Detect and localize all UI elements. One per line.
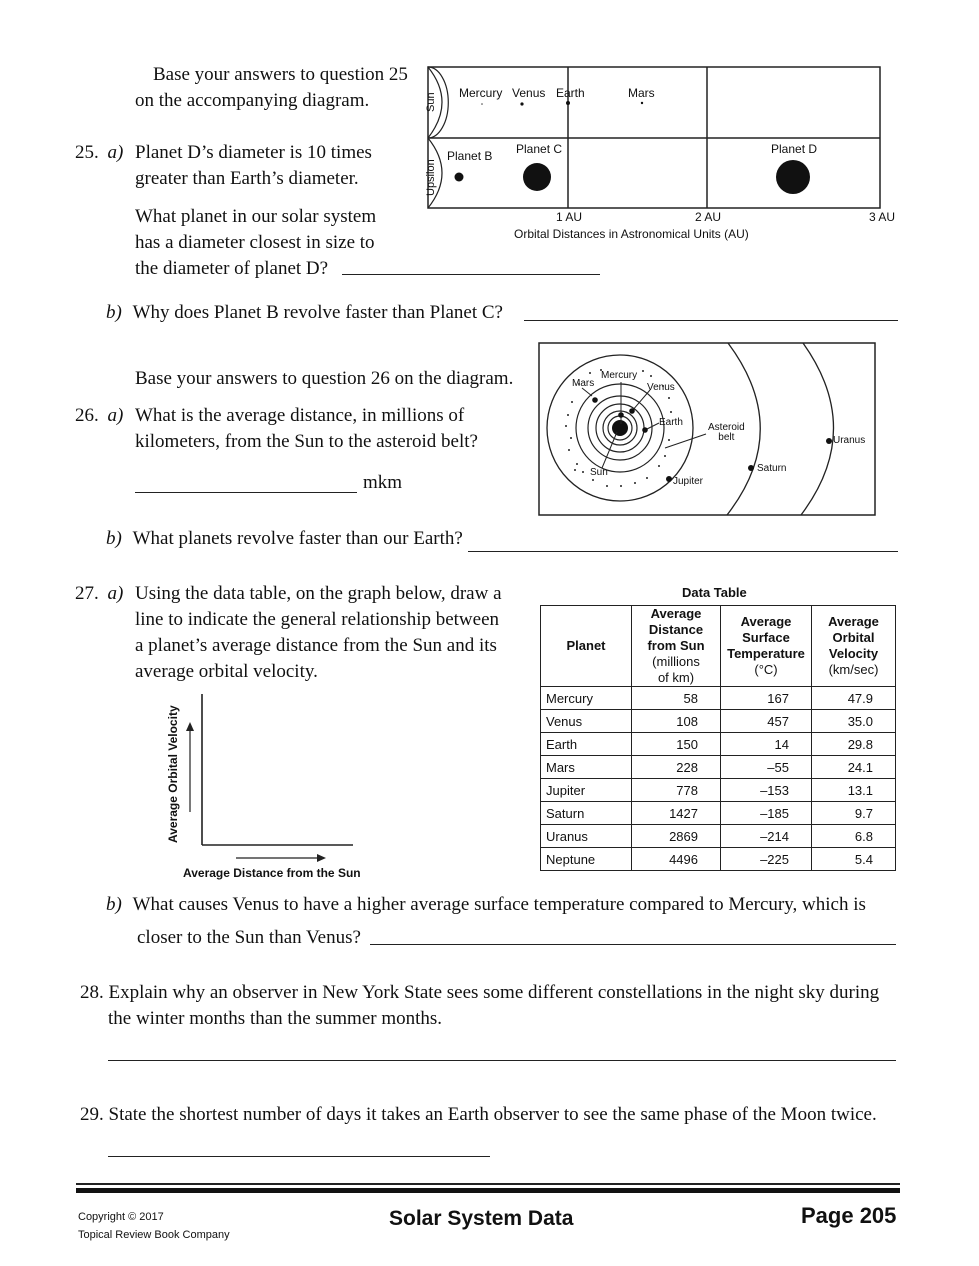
data-table-title: Data Table — [682, 585, 747, 600]
value-cell: –153 — [721, 779, 812, 802]
mars-label: Mars — [628, 86, 655, 100]
q25a-label: a) — [107, 142, 124, 163]
footer-rule-thin — [76, 1183, 900, 1185]
q27b: b) What causes Venus to have a higher average surface temperature compared to Mercury, which is — [106, 894, 866, 915]
d26-jupiter-label: Jupiter — [673, 476, 704, 487]
value-cell: –185 — [721, 802, 812, 825]
jupiter-dot — [666, 476, 672, 482]
q27-number: 27. a) — [75, 583, 124, 604]
planet-name-cell: Jupiter — [541, 779, 632, 802]
q26a-answer-line[interactable] — [135, 492, 357, 493]
d26-saturn-label: Saturn — [757, 463, 787, 474]
planet-b-dot — [455, 173, 464, 182]
d26-asteroid-label: Asteroid belt — [708, 422, 745, 443]
data-table — [540, 605, 896, 871]
planet-b-label: Planet B — [447, 149, 493, 163]
value-cell: 167 — [721, 687, 812, 710]
value-cell: 35.0 — [812, 710, 896, 733]
mercury-label: Mercury — [459, 86, 503, 100]
mars-dot — [592, 397, 598, 403]
tick-3au: 3 AU — [869, 210, 896, 224]
table-row — [541, 687, 896, 710]
q26-number: 26. a) — [75, 405, 124, 426]
table-row — [541, 733, 896, 756]
planet-name-cell: Venus — [541, 710, 632, 733]
mercury-dot — [618, 412, 624, 418]
q26a-text: What is the average distance, in millions of kilometers, from the Sun to the asteroid belt? — [135, 405, 478, 452]
value-cell: 108 — [632, 710, 721, 733]
planet-d-label: Planet D — [771, 142, 818, 156]
q25a-answer-line[interactable] — [342, 274, 600, 275]
diagram-frame — [539, 343, 875, 515]
mercury-dot — [481, 103, 483, 105]
graph-y-label: Average Orbital Velocity — [166, 705, 180, 843]
uranus-dot — [826, 438, 832, 444]
q27b-answer-line[interactable] — [370, 944, 896, 945]
value-cell: 9.7 — [812, 802, 896, 825]
q27b-line2: closer to the Sun than Venus? — [137, 927, 361, 948]
value-cell: 4496 — [632, 848, 721, 871]
table-row — [541, 802, 896, 825]
q25a-question: What planet in our solar system has a diameter closest in size to the diameter of planet D? — [135, 206, 377, 279]
value-cell: 5.4 — [812, 848, 896, 871]
planet-c-label: Planet C — [516, 142, 563, 156]
planet-name-cell: Uranus — [541, 825, 632, 848]
value-cell: –55 — [721, 756, 812, 779]
planet-c-dot — [523, 163, 551, 191]
q25a-text: Planet D’s diameter is 10 times greater than Earth’s diameter. — [135, 142, 372, 189]
value-cell: 778 — [632, 779, 721, 802]
value-cell: 24.1 — [812, 756, 896, 779]
tick-1au: 1 AU — [556, 210, 583, 224]
value-cell: 6.8 — [812, 825, 896, 848]
q26-intro: Base your answers to question 26 on the diagram. — [135, 368, 514, 389]
sun-dot — [612, 420, 628, 436]
header-velocity: Average Orbital Velocity (km/sec) — [812, 606, 896, 687]
x-arrow-head — [317, 854, 326, 862]
header-distance: Average Distance from Sun (millions of km) — [632, 606, 721, 687]
diagram25-axis-label: Orbital Distances in Astronomical Units (AU) — [514, 227, 749, 241]
data-table-header — [541, 606, 896, 687]
uranus-orbit — [801, 343, 834, 515]
graph-x-label: Average Distance from the Sun — [183, 866, 361, 880]
copyright: Copyright © 2017 — [78, 1211, 164, 1223]
value-cell: 58 — [632, 687, 721, 710]
d26-uranus-label: Uranus — [833, 435, 866, 446]
venus-dot — [629, 408, 635, 414]
d26-sun-label: Sun — [590, 467, 608, 478]
value-cell: 1427 — [632, 802, 721, 825]
table-row — [541, 848, 896, 871]
q25-number: 25. a) — [75, 142, 124, 163]
value-cell: 457 — [721, 710, 812, 733]
value-cell: –214 — [721, 825, 812, 848]
header-temperature: Average Surface Temperature (°C) — [721, 606, 812, 687]
value-cell: 150 — [632, 733, 721, 756]
publisher: Topical Review Book Company — [78, 1229, 230, 1241]
footer-rule-thick — [76, 1188, 900, 1193]
sun-label: Sun — [425, 92, 437, 112]
q27a-text: Using the data table, on the graph below, draw a line to indicate the general relationship between a planet’s average distance from the Sun and its average orbital velocity. — [135, 583, 502, 682]
blank-graph[interactable] — [160, 690, 380, 880]
value-cell: 13.1 — [812, 779, 896, 802]
earth-label: Earth — [556, 86, 585, 100]
data-table-body — [541, 687, 896, 871]
mars-pointer — [582, 388, 592, 396]
sun-pointer — [602, 432, 617, 468]
planet-d-dot — [776, 160, 810, 194]
value-cell: 2869 — [632, 825, 721, 848]
upsilon-label: Upsilon — [425, 159, 437, 196]
value-cell: 29.8 — [812, 733, 896, 756]
d26-venus-label: Venus — [647, 382, 675, 393]
earth-dot — [642, 427, 648, 433]
d26-mercury-label: Mercury — [601, 370, 638, 381]
table-row — [541, 710, 896, 733]
venus-label: Venus — [512, 86, 546, 100]
planet-name-cell: Earth — [541, 733, 632, 756]
mars-dot — [641, 102, 643, 104]
footer-title: Solar System Data — [389, 1207, 574, 1230]
q26b-answer-line[interactable] — [468, 551, 898, 552]
saturn-dot — [748, 465, 754, 471]
value-cell: 228 — [632, 756, 721, 779]
value-cell: –225 — [721, 848, 812, 871]
tick-2au: 2 AU — [695, 210, 722, 224]
venus-pointer — [632, 390, 650, 411]
q25b-answer-line[interactable] — [524, 320, 898, 321]
q29-answer-line[interactable] — [108, 1156, 490, 1157]
header-planet: Planet — [541, 606, 632, 687]
table-row — [541, 825, 896, 848]
d26-earth-label: Earth — [659, 417, 683, 428]
q28: 28. Explain why an observer in New York State sees some different constellations in the night sky during the winter months than the summer months. — [80, 982, 880, 1029]
value-cell: 14 — [721, 733, 812, 756]
planet-name-cell: Mercury — [541, 687, 632, 710]
value-cell: 47.9 — [812, 687, 896, 710]
q26a-unit: mkm — [363, 472, 403, 493]
planet-name-cell: Mars — [541, 756, 632, 779]
table-row — [541, 779, 896, 802]
q28-answer-line[interactable] — [108, 1060, 896, 1061]
earth-dot — [566, 101, 570, 105]
q29: 29. State the shortest number of days it takes an Earth observer to see the same phase of the Moon twice. — [80, 1104, 877, 1125]
page-number: Page 205 — [801, 1203, 897, 1228]
q26b: b) What planets revolve faster than our Earth? — [106, 528, 463, 549]
d26-mars-label: Mars — [572, 378, 595, 389]
asteroid-pointer — [665, 434, 706, 448]
q25b: b) Why does Planet B revolve faster than Planet C? — [106, 302, 503, 323]
q25-intro: Base your answers to question 25 on the accompanying diagram. — [135, 64, 408, 111]
planet-name-cell: Neptune — [541, 848, 632, 871]
y-arrow-head — [186, 722, 194, 731]
planet-name-cell: Saturn — [541, 802, 632, 825]
table-row — [541, 756, 896, 779]
venus-dot — [520, 102, 523, 105]
